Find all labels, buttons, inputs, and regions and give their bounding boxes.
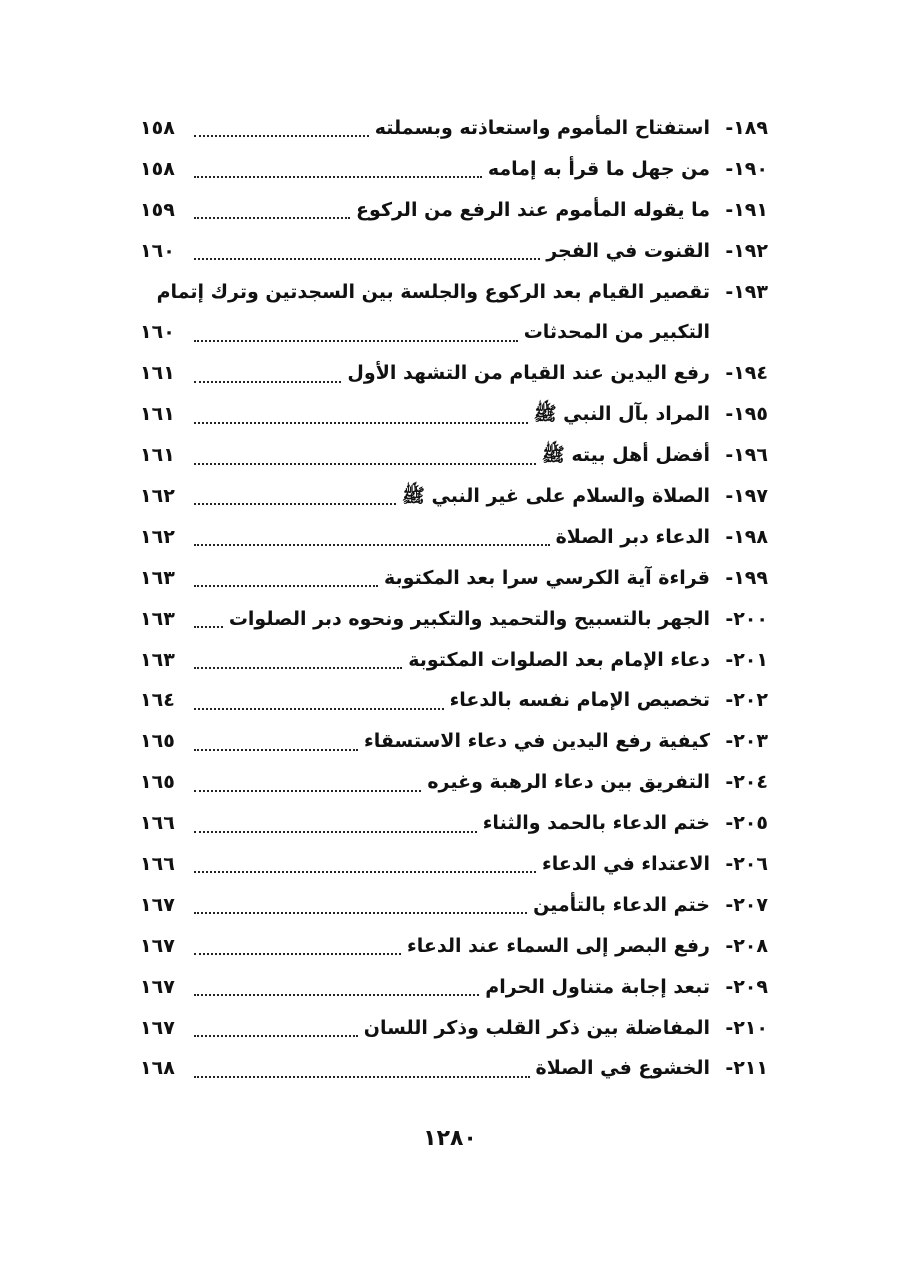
entry-page: [140, 1008, 192, 1049]
dot-leader: [194, 708, 444, 710]
toc-entry: [140, 353, 768, 394]
entry-page: [140, 680, 192, 721]
entry-page: [140, 517, 192, 558]
dot-leader: [194, 749, 358, 751]
entry-title: ما يقوله المأموم عند الرفع من الركوع: [356, 198, 710, 221]
entry-page-number: ١٦٣: [140, 566, 175, 589]
toc-entry: [140, 926, 768, 967]
entry-page: [140, 353, 192, 394]
dot-leader: [194, 217, 350, 219]
entry-title: دعاء الإمام بعد الصلوات المكتوبة: [408, 648, 710, 671]
entry-number: ٢٠٤-: [725, 771, 768, 794]
entry-number: ١٨٩-: [725, 117, 768, 139]
entry-title: الصلاة والسلام على غير النبي ﷺ: [401, 485, 710, 508]
dot-leader: [194, 585, 378, 587]
dot-leader: [194, 544, 550, 546]
dot-leader: [194, 912, 527, 914]
entry-number: ٢٠٥-: [725, 812, 768, 835]
entry-page: [140, 803, 192, 844]
entry-page: [140, 721, 192, 762]
dot-leader: [194, 790, 421, 792]
entry-page-number: ١٦٨: [140, 1057, 175, 1080]
entry-number: ٢٠٣-: [725, 730, 768, 753]
entry-number: ٢٠٩-: [725, 975, 768, 998]
toc-entry: [140, 680, 768, 721]
dot-leader: [194, 503, 396, 505]
entry-page-number: ١٥٨: [140, 117, 175, 139]
entry-number: ١٩١-: [725, 198, 768, 221]
dot-leader: [194, 422, 528, 424]
entry-number: ٢٠٠-: [725, 607, 768, 630]
entry-page: [140, 394, 192, 435]
toc-entry: [140, 517, 768, 558]
dot-leader: [194, 667, 402, 669]
entry-page: [140, 231, 192, 272]
toc-entry: [140, 190, 768, 231]
entry-title: الجهر بالتسبيح والتحميد والتكبير ونحوه دبر الصلوات: [228, 607, 710, 630]
dot-leader: [194, 381, 341, 383]
entry-page: [140, 312, 192, 353]
entry-number: ١٩٨-: [725, 525, 768, 548]
entry-page: [140, 885, 192, 926]
entry-title: من جهل ما قرأ به إمامه: [487, 157, 710, 180]
dot-leader: [194, 1076, 530, 1078]
entry-page-number: ١٦١: [140, 362, 175, 385]
toc-entry: [140, 885, 768, 926]
dot-leader: [194, 176, 482, 178]
entry-title: المراد بآل النبي ﷺ: [533, 403, 710, 426]
entry-title: تبعد إجابة متناول الحرام: [485, 975, 710, 998]
entry-title: رفع اليدين عند القيام من التشهد الأول: [347, 362, 710, 385]
entry-title: ختم الدعاء بالتأمين: [533, 893, 710, 916]
toc-entry: [140, 1048, 768, 1089]
entry-title: الخشوع في الصلاة: [535, 1057, 710, 1080]
entry-title-continuation: التكبير من المحدثات: [523, 321, 710, 344]
entry-page-number: ١٦١: [140, 444, 175, 467]
entry-page: [140, 190, 192, 231]
entry-page: [140, 844, 192, 885]
dot-leader: [194, 626, 223, 628]
entry-page: [140, 558, 192, 599]
entry-number: ١٩٢-: [725, 239, 768, 262]
toc-entry: [140, 721, 768, 762]
dot-leader: [194, 463, 536, 465]
entry-number: ١٩٥-: [725, 403, 768, 426]
toc-entry: [140, 476, 768, 517]
entry-number: ٢٠٢-: [725, 689, 768, 712]
toc-entry-continuation: [140, 312, 768, 353]
entry-page: [140, 926, 192, 967]
toc-entry: [140, 435, 768, 476]
dot-leader: [194, 831, 477, 833]
dot-leader: [194, 871, 536, 873]
entry-page: [140, 967, 192, 1008]
toc-entry: [140, 394, 768, 435]
entry-page-number: ١٦٤: [140, 689, 175, 712]
dot-leader: [194, 994, 479, 996]
entry-page-number: ١٦٧: [140, 1016, 175, 1039]
entry-number: ١٩٠-: [725, 157, 768, 180]
page-number-footer: ١٢٨٠: [423, 1126, 477, 1151]
entry-page: [140, 435, 192, 476]
entry-number: ٢١١-: [725, 1057, 768, 1080]
entry-page-number: ١٦٧: [140, 934, 175, 957]
entry-number: ١٩٧-: [725, 485, 768, 508]
entry-page: [140, 1048, 192, 1089]
dot-leader: [194, 135, 369, 137]
entry-title: تخصيص الإمام نفسه بالدعاء: [449, 689, 710, 712]
entry-page: [140, 599, 192, 640]
table-of-contents: [140, 108, 768, 1089]
entry-page: [140, 762, 192, 803]
entry-title: التفريق بين دعاء الرهبة وغيره: [427, 771, 710, 794]
entry-title: قراءة آية الكرسي سرا بعد المكتوبة: [384, 566, 710, 589]
entry-title: الاعتداء في الدعاء: [542, 853, 710, 876]
entry-page-number: ١٦١: [140, 403, 175, 426]
entry-number: ٢٠٧-: [725, 893, 768, 916]
toc-entry: [140, 803, 768, 844]
toc-entry: [140, 108, 768, 149]
entry-page-number: ١٦٣: [140, 607, 175, 630]
dot-leader: [194, 953, 401, 955]
entry-number: ١٩٤-: [725, 362, 768, 385]
entry-title: المفاضلة بين ذكر القلب وذكر اللسان: [363, 1016, 710, 1039]
entry-title: استفتاح المأموم واستعاذته وبسملته: [374, 117, 710, 139]
entry-page: [140, 476, 192, 517]
toc-entry: [140, 1008, 768, 1049]
toc-entry: [140, 844, 768, 885]
entry-page-number: ١٦٧: [140, 893, 175, 916]
entry-page-number: ١٦٦: [140, 853, 175, 876]
toc-entry: [140, 149, 768, 190]
entry-title: الدعاء دبر الصلاة: [555, 525, 710, 548]
toc-entry: [140, 272, 768, 313]
toc-entry: [140, 640, 768, 681]
entry-title: رفع البصر إلى السماء عند الدعاء: [407, 934, 710, 957]
entry-page-number: ١٦٧: [140, 975, 175, 998]
toc-entry: [140, 599, 768, 640]
entry-page: [140, 640, 192, 681]
entry-number: ٢٠١-: [725, 648, 768, 671]
entry-page-number: ١٥٩: [140, 198, 175, 221]
entry-page: [140, 108, 192, 149]
entry-page-number: ١٥٨: [140, 157, 175, 180]
entry-page-number: ١٦٥: [140, 730, 175, 753]
dot-leader: [194, 1035, 358, 1037]
entry-number: ١٩٣-: [725, 280, 768, 303]
entry-page-number: ١٦٣: [140, 648, 175, 671]
entry-title: ختم الدعاء بالحمد والثناء: [482, 812, 710, 835]
entry-number: ٢١٠-: [725, 1016, 768, 1039]
entry-number: ١٩٩-: [725, 566, 768, 589]
entry-title: تقصير القيام بعد الركوع والجلسة بين السجدتين وترك إتمام: [156, 280, 710, 303]
entry-page-number: ١٦٥: [140, 771, 175, 794]
dot-leader: [194, 340, 518, 342]
entry-page-number: ١٦٢: [140, 525, 175, 548]
entry-page-number: ١٦٦: [140, 812, 175, 835]
toc-entry: [140, 762, 768, 803]
dot-leader: [194, 258, 540, 260]
toc-entry: [140, 231, 768, 272]
toc-entry: [140, 558, 768, 599]
entry-title: القنوت في الفجر: [546, 239, 710, 262]
entry-number: ٢٠٨-: [725, 934, 768, 957]
entry-title: أفضل أهل بيته ﷺ: [541, 444, 710, 467]
entry-title: كيفية رفع اليدين في دعاء الاستسقاء: [364, 730, 710, 753]
entry-page-number: ١٦٠: [140, 239, 175, 262]
entry-page-number: ١٦٢: [140, 485, 175, 508]
entry-number: ١٩٦-: [725, 444, 768, 467]
toc-entry: [140, 967, 768, 1008]
entry-number: ٢٠٦-: [725, 853, 768, 876]
entry-page: [140, 149, 192, 190]
entry-page-number: ١٦٠: [140, 321, 175, 344]
